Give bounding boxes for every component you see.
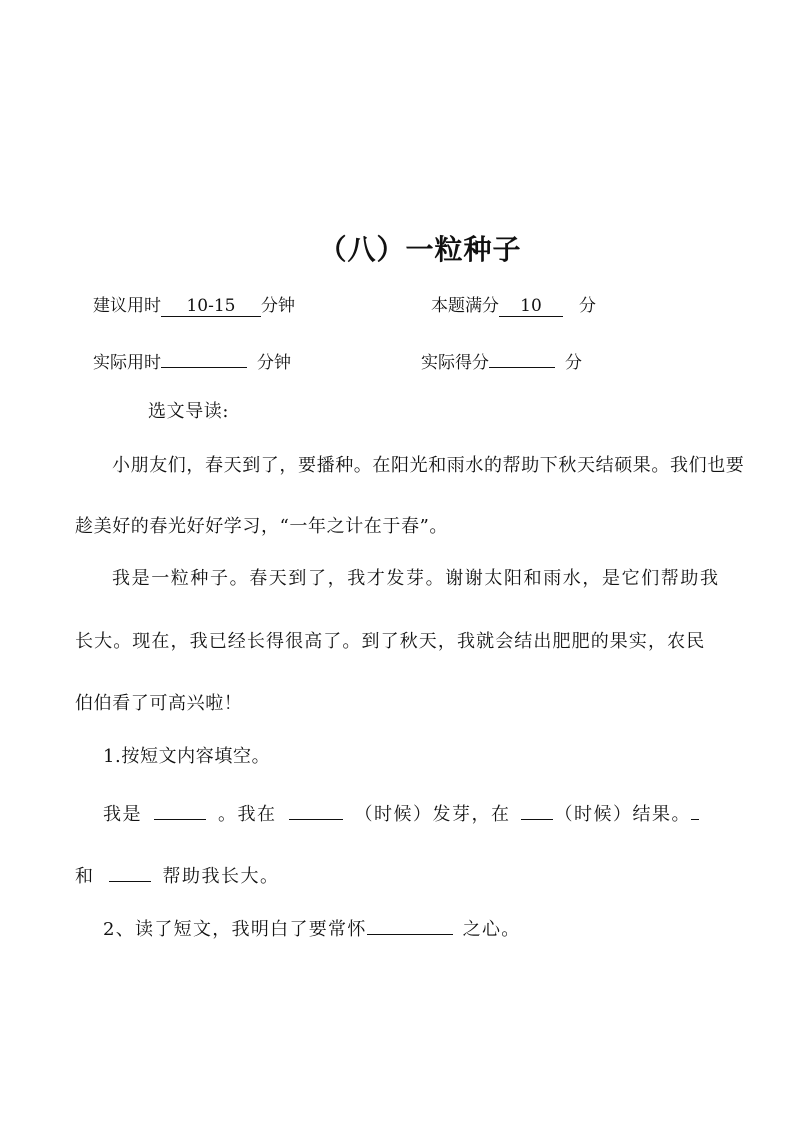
- q1-blank-4[interactable]: [691, 800, 699, 820]
- question-1-label: 1.按短文内容填空。: [103, 746, 271, 767]
- question-1-line-2: [75, 862, 280, 888]
- q1-blank-1[interactable]: [154, 800, 206, 820]
- q2-text-a: 2、读了短文，我明白了要常怀: [103, 919, 367, 940]
- actual-score-blank[interactable]: [489, 348, 555, 368]
- q1-text-a: 我是: [103, 804, 142, 825]
- question-2: [103, 915, 521, 941]
- actual-time: [93, 348, 291, 374]
- q2-blank[interactable]: [367, 915, 453, 935]
- full-score-label: 本题满分: [431, 296, 499, 316]
- q1-blank-3[interactable]: [521, 800, 553, 820]
- guide-line-2: 趁美好的春光好好学习，“一年之计在于春”。: [75, 516, 449, 537]
- suggested-time-unit: 分钟: [261, 296, 295, 316]
- actual-score-unit: 分: [565, 353, 582, 373]
- passage-line-2: 长大。现在，我已经长得很高了。到了秋天，我就会结出肥肥的果实，农民: [75, 631, 706, 652]
- q1-text-e: 和: [75, 866, 95, 887]
- full-score-value: 10: [499, 297, 563, 317]
- actual-time-unit: 分钟: [257, 353, 291, 373]
- question-1-line-1: [103, 800, 699, 826]
- guide-heading: 选文导读:: [148, 401, 230, 422]
- guide-line-1: 小朋友们，春天到了，要播种。在阳光和雨水的帮助下秋天结硕果。我们也要: [112, 455, 745, 476]
- q2-text-b: 之心。: [462, 919, 521, 940]
- suggested-time-value: 10-15: [161, 297, 261, 317]
- q1-blank-5[interactable]: [109, 862, 151, 882]
- full-score-unit: 分: [579, 296, 596, 316]
- passage-line-3: 伯伯看了可高兴啦！: [75, 693, 243, 714]
- q1-text-b: 。我在: [218, 804, 277, 825]
- passage-line-1: 我是一粒种子。春天到了，我才发芽。谢谢太阳和雨水，是它们帮助我: [112, 568, 720, 589]
- actual-time-label: 实际用时: [93, 353, 161, 373]
- q1-text-f: 帮助我长大。: [162, 866, 280, 887]
- actual-time-blank[interactable]: [161, 348, 247, 368]
- actual-score: [421, 348, 582, 374]
- actual-score-label: 实际得分: [421, 353, 489, 373]
- page-title: （八）一粒种子: [318, 233, 522, 266]
- q1-text-c: （时候）发芽，在: [354, 804, 511, 825]
- q1-blank-2[interactable]: [289, 800, 343, 820]
- suggested-time-label: 建议用时: [93, 296, 161, 316]
- full-score: [431, 295, 596, 317]
- suggested-time: [93, 295, 295, 317]
- q1-text-d: （时候）结果。: [554, 804, 691, 825]
